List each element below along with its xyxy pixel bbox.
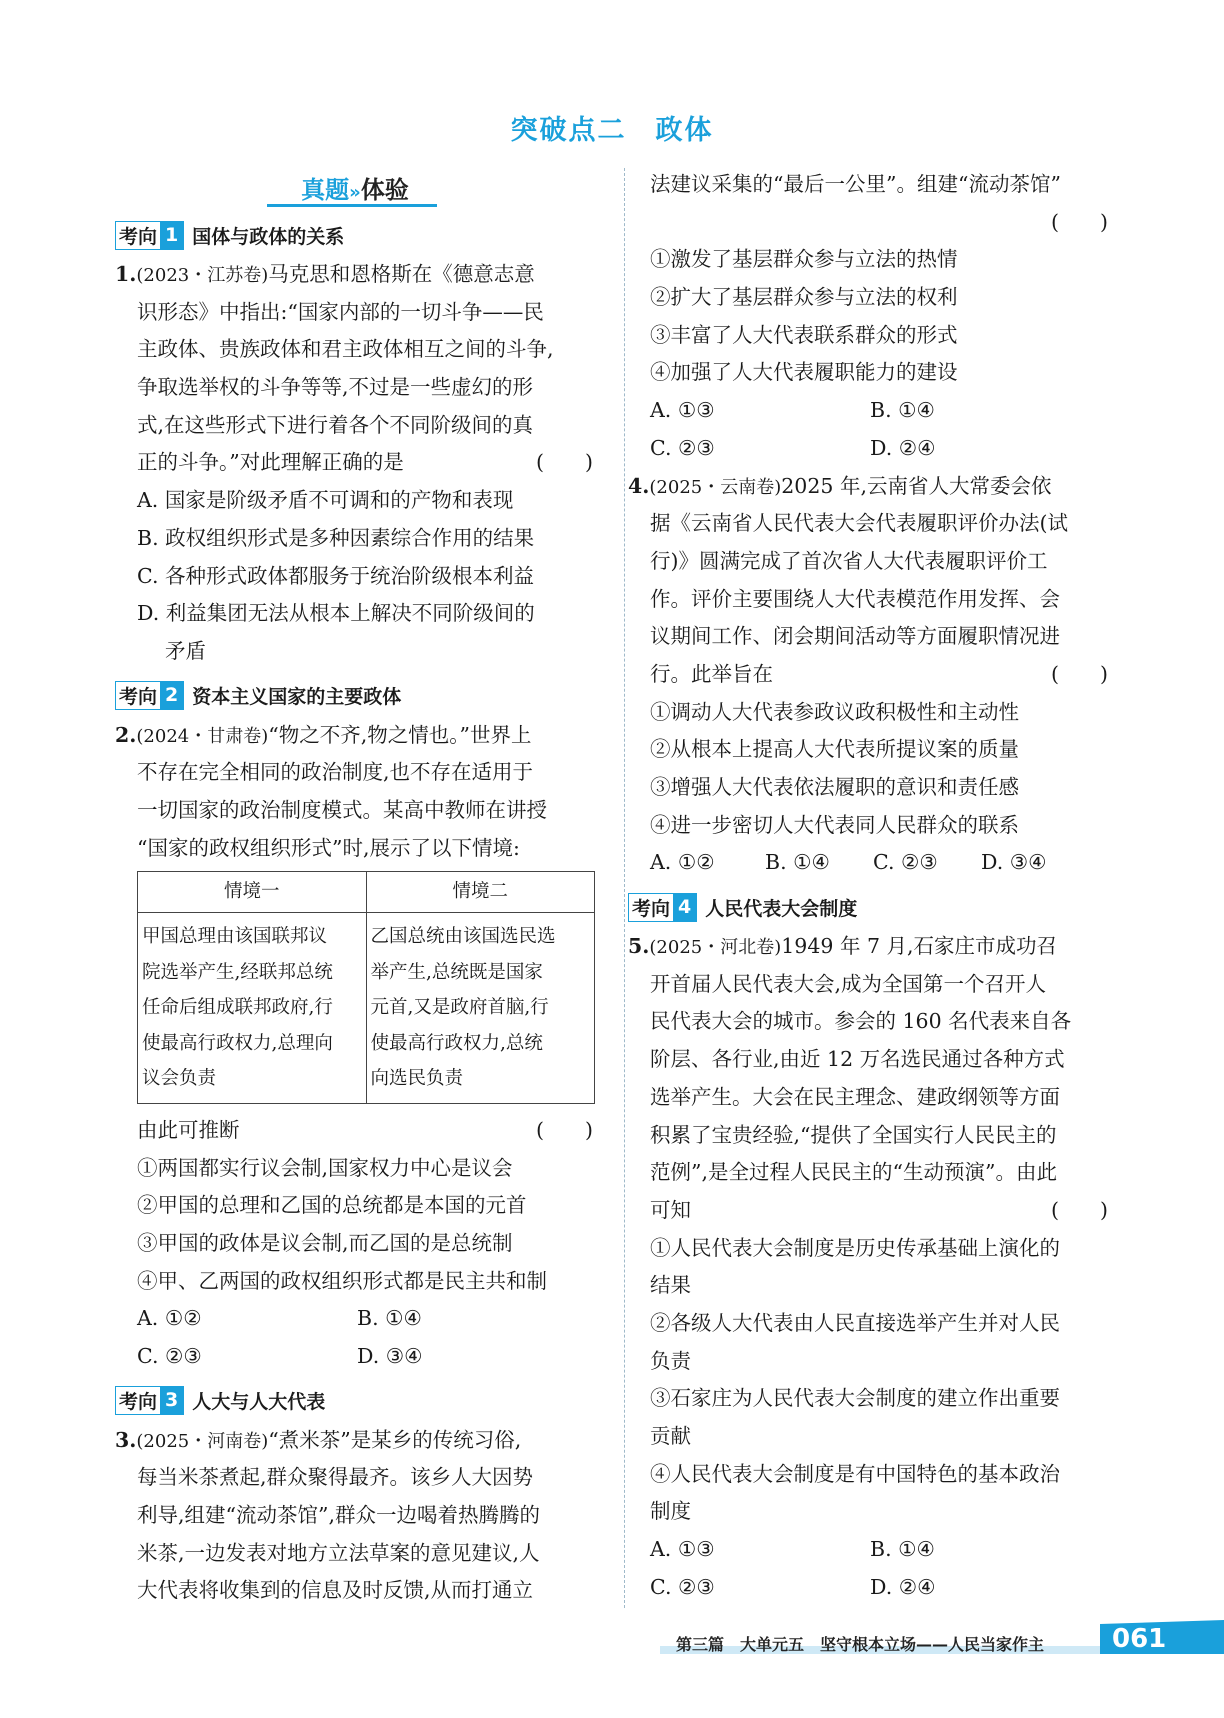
question-1	[115, 256, 595, 671]
topic-number: 2	[160, 682, 183, 709]
topic-label: 考向	[119, 225, 158, 248]
table-cell-line: 向选民负责	[370, 1068, 464, 1090]
statement-item: ①两国都实行议会制,国家权力中心是议会	[137, 1155, 513, 1180]
question-text-line: 阶层、各行业,由近 12 万名选民通过各种方式	[650, 1047, 1065, 1072]
question-text-line: 2025 年,云南省人大常委会依	[781, 473, 1052, 498]
statement-item-continuation: 负责	[650, 1348, 691, 1373]
footer-text: 第三篇 大单元五 坚守根本立场——人民当家作主	[676, 1635, 1045, 1654]
statement-item: ②甲国的总理和乙国的总统都是本国的元首	[137, 1193, 527, 1218]
section-header-part-a: 真题	[301, 176, 350, 204]
question-text-line: 开首届人民代表大会,成为全国第一个召开人	[650, 971, 1047, 996]
answer-bracket: ( )	[1051, 209, 1108, 234]
question-text-line: 1949 年 7 月,石家庄市成功召	[781, 934, 1058, 959]
topic-title: 资本主义国家的主要政体	[192, 686, 402, 709]
table-cell	[366, 913, 595, 1104]
question-number: 3.	[115, 1427, 137, 1452]
statement-item: ①激发了基层群众参与立法的热情	[650, 247, 958, 272]
option: D. ③④	[357, 1343, 423, 1368]
question-text-line: 民代表大会的城市。参会的 160 名代表来自各	[650, 1009, 1072, 1034]
topic-heading-3	[115, 1382, 595, 1420]
question-text-line: 大代表将收集到的信息及时反馈,从而打通立	[137, 1578, 534, 1603]
option: A. ①③	[650, 398, 715, 423]
statement-item: ④甲、乙两国的政权组织形式都是民主共和制	[137, 1268, 547, 1293]
question-text-line: 米茶,一边发表对地方立法草案的意见建议,人	[137, 1540, 540, 1565]
question-number: 1.	[115, 262, 137, 286]
question-text-line: 据《云南省人民代表大会代表履职评价办法(试	[650, 511, 1068, 536]
question-text-line: 选举产生。大会在民主理念、建政纲领等方面	[650, 1084, 1060, 1109]
option: A. ①②	[137, 1306, 202, 1331]
question-source: (2025・河北卷)	[649, 937, 782, 959]
double-chevron-icon: »	[349, 182, 361, 203]
page-title: 突破点二 政体	[510, 115, 714, 146]
topic-heading-1	[115, 216, 595, 254]
question-text-line: 法建议采集的“最后一公里”。组建“流动茶馆”	[650, 172, 1061, 196]
option: B. ①④	[870, 1537, 935, 1562]
right-column	[628, 166, 1110, 1606]
option: B. 政权组织形式是多种因素综合作用的结果	[137, 525, 535, 550]
table-cell-line: 甲国总理由该国联邦议	[142, 926, 328, 948]
section-header	[115, 166, 595, 210]
topic-badge	[628, 893, 697, 922]
question-text-line: 不存在完全相同的政治制度,也不存在适用于	[137, 760, 534, 785]
option: C. ②③	[650, 1574, 715, 1599]
question-text-line: 识形态》中指出:“国家内部的一切斗争——民	[137, 299, 544, 324]
question-text-line: 争取选举权的斗争等等,不过是一些虚幻的形	[137, 375, 534, 400]
option: A. ①③	[650, 1537, 715, 1562]
question-source: (2025・云南卷)	[649, 476, 782, 498]
page-number: 061	[1112, 1624, 1167, 1654]
question-3-continued	[650, 166, 1110, 468]
statement-item: ①人民代表大会制度是历史传承基础上演化的	[650, 1235, 1060, 1260]
statement-item: ③甲国的政体是议会制,而乙国的是总统制	[137, 1230, 513, 1255]
table-cell-line: 使最高行政权力,总理向	[142, 1032, 333, 1054]
question-number: 2.	[115, 722, 137, 747]
statement-item: ③增强人大代表依法履职的意识和责任感	[650, 775, 1019, 799]
section-underline	[267, 204, 437, 207]
table-cell-line: 举产生,总统既是国家	[370, 961, 543, 983]
statement-item: ④加强了人大代表履职能力的建设	[650, 360, 958, 385]
table-cell-line: 任命后组成联邦政府,行	[142, 997, 333, 1019]
option: B. ①④	[870, 398, 935, 423]
question-text-line: “国家的政权组织形式”时,展示了以下情境:	[137, 835, 520, 860]
option: A. 国家是阶级矛盾不可调和的产物和表现	[137, 488, 514, 513]
table-cell	[138, 913, 367, 1104]
topic-title: 人大与人大代表	[192, 1391, 326, 1414]
statement-item: ②扩大了基层群众参与立法的权利	[650, 285, 958, 310]
topic-heading-4	[628, 888, 1110, 926]
option-continuation: 矛盾	[165, 638, 206, 663]
topic-label: 考向	[632, 897, 671, 920]
question-text-line: “物之不齐,物之情也。”世界上	[268, 722, 532, 747]
answer-bracket: ( )	[1051, 661, 1108, 686]
question-text-line: “煮米茶”是某乡的传统习俗,	[268, 1427, 522, 1452]
table-cell-line: 乙国总统由该国选民选	[370, 926, 556, 948]
statement-item: ②从根本上提高人大代表所提议案的质量	[650, 737, 1019, 762]
question-text-line: 马克思和恩格斯在《德意志意	[268, 262, 535, 286]
option: C. ②③	[650, 435, 715, 460]
statement-item: ③石家庄为人民代表大会制度的建立作出重要	[650, 1386, 1060, 1411]
question-text-line: 行。此举旨在	[650, 661, 773, 686]
statement-item: ②各级人大代表由人民直接选举产生并对人民	[650, 1310, 1060, 1335]
topic-badge	[115, 221, 184, 250]
topic-title: 国体与政体的关系	[192, 225, 345, 248]
question-text-line: 议期间工作、闭会期间活动等方面履职情况进	[650, 624, 1060, 649]
page-footer	[0, 1620, 1224, 1680]
option: D. ②④	[870, 435, 936, 460]
question-text-line: 一切国家的政治制度模式。某高中教师在讲授	[137, 797, 547, 822]
question-text-line: 作。评价主要围绕人大代表模范作用发挥、会	[650, 586, 1060, 611]
table-header: 情境一	[138, 872, 367, 913]
question-4	[628, 468, 1110, 883]
statement-item: ④进一步密切人大代表同人民群众的联系	[650, 812, 1019, 837]
question-text-line: 利导,组建“流动茶馆”,群众一边喝着热腾腾的	[137, 1503, 540, 1527]
topic-number: 3	[160, 1387, 183, 1414]
question-text-line: 式,在这些形式下进行着各个不同阶级间的真	[137, 412, 534, 437]
answer-bracket: ( )	[536, 1117, 593, 1142]
option: C. 各种形式政体都服务于统治阶级根本利益	[137, 563, 534, 588]
table-header: 情境二	[366, 872, 595, 913]
topic-badge	[115, 681, 184, 710]
table-cell-line: 元首,又是政府首脑,行	[370, 997, 549, 1019]
topic-label: 考向	[119, 686, 158, 709]
option: A. ①②	[650, 850, 715, 875]
question-text-line: 正的斗争。”对此理解正确的是	[137, 450, 404, 475]
answer-bracket: ( )	[536, 450, 593, 475]
table-cell-line: 使最高行政权力,总统	[370, 1032, 543, 1054]
question-text-line: 积累了宝贵经验,“提供了全国实行人民民主的	[650, 1122, 1057, 1147]
question-5	[628, 928, 1110, 1606]
option: C. ②③	[137, 1343, 202, 1368]
question-text-line: 范例”,是全过程人民民主的“生动预演”。由此	[650, 1160, 1057, 1185]
topic-title: 人民代表大会制度	[705, 897, 858, 920]
question-2	[115, 717, 595, 1376]
question-text-line: 每当米茶煮起,群众聚得最齐。该乡人大因势	[137, 1465, 534, 1490]
option: B. ①④	[357, 1306, 422, 1331]
topic-label: 考向	[119, 1391, 158, 1414]
option: C. ②③	[873, 850, 938, 875]
question-number: 4.	[628, 473, 650, 498]
scenario-table	[137, 871, 595, 1104]
option: B. ①④	[765, 850, 830, 875]
question-text-line: 可知	[650, 1197, 691, 1222]
statement-item: ③丰富了人大代表联系群众的形式	[650, 322, 958, 347]
column-divider	[624, 168, 625, 1608]
question-text-line: 行)》圆满完成了首次省人大代表履职评价工	[650, 548, 1048, 573]
answer-bracket: ( )	[1051, 1197, 1108, 1222]
question-source: (2024・甘肃卷)	[136, 725, 269, 747]
question-source: (2025・河南卷)	[136, 1430, 269, 1452]
statement-item-continuation: 贡献	[650, 1424, 691, 1448]
topic-number: 4	[673, 894, 696, 921]
section-header-part-b: 体验	[360, 176, 409, 204]
question-source: (2023・江苏卷)	[136, 265, 269, 286]
question-text-line: 由此可推断	[137, 1117, 240, 1142]
topic-badge	[115, 1386, 184, 1415]
statement-item-continuation: 制度	[650, 1499, 691, 1524]
topic-number: 1	[160, 222, 183, 249]
topic-heading-2	[115, 677, 595, 715]
left-column	[115, 166, 595, 1610]
statement-item-continuation: 结果	[650, 1273, 691, 1298]
statement-item: ④人民代表大会制度是有中国特色的基本政治	[650, 1461, 1060, 1486]
statement-item: ①调动人大代表参政议政积极性和主动性	[650, 699, 1019, 724]
option: D. ②④	[870, 1574, 936, 1599]
question-3	[115, 1422, 595, 1610]
table-cell-line: 议会负责	[142, 1068, 217, 1090]
option: D. 利益集团无法从根本上解决不同阶级间的	[137, 601, 535, 626]
question-text-line: 主政体、贵族政体和君主政体相互之间的斗争,	[137, 337, 554, 362]
table-cell-line: 院选举产生,经联邦总统	[142, 961, 333, 983]
question-number: 5.	[628, 934, 650, 959]
option: D. ③④	[981, 850, 1047, 875]
